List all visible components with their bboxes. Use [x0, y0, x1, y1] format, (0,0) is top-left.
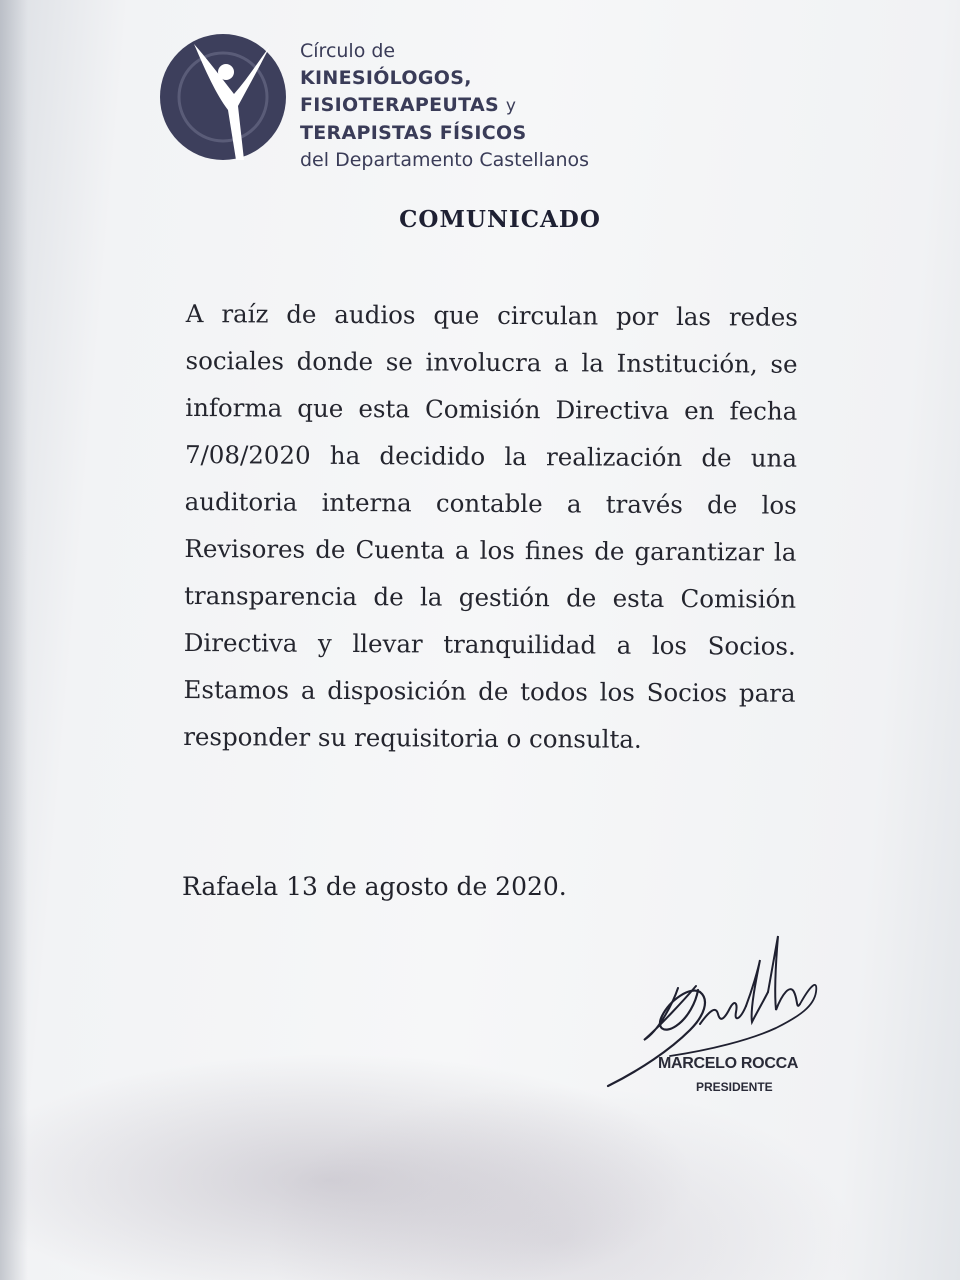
org-line-2: KINESIÓLOGOS, [300, 67, 472, 89]
org-line-3-suffix: y [505, 96, 517, 116]
org-line-3 [300, 92, 589, 120]
org-line-3-main: FISIOTERAPEUTAS [300, 94, 499, 116]
page-edge-shadow [0, 0, 28, 1280]
institution-name [300, 38, 589, 174]
signer-role: PRESIDENTE [696, 1080, 773, 1094]
signer-name: MARCELO ROCCA [658, 1055, 799, 1072]
document-title: COMUNICADO [399, 206, 601, 233]
handwritten-signature-icon [600, 930, 840, 1100]
place-date: Rafaela 13 de agosto de 2020. [182, 872, 567, 901]
org-line-5: del Departamento Castellanos [300, 149, 590, 171]
document-body: A raíz de audios que circulan por las redes sociales donde se involucra a la Institución, se informa que esta Comisión Directiva en fecha 7/08/2020 ha decidido la realización de una auditoria interna contable a través de los Revisores de Cuenta a los fines de garantizar la transparencia de la gestión de esta Comisión Directiva y llevar tranquilidad a los Socios. Estamos a disposición de todos los Socios para responder su requisitoria o consulta. [183, 298, 798, 754]
institution-logo-icon [158, 32, 288, 162]
org-line-1: Círculo de [300, 40, 396, 62]
org-line-4: TERAPISTAS FÍSICOS [300, 122, 527, 144]
